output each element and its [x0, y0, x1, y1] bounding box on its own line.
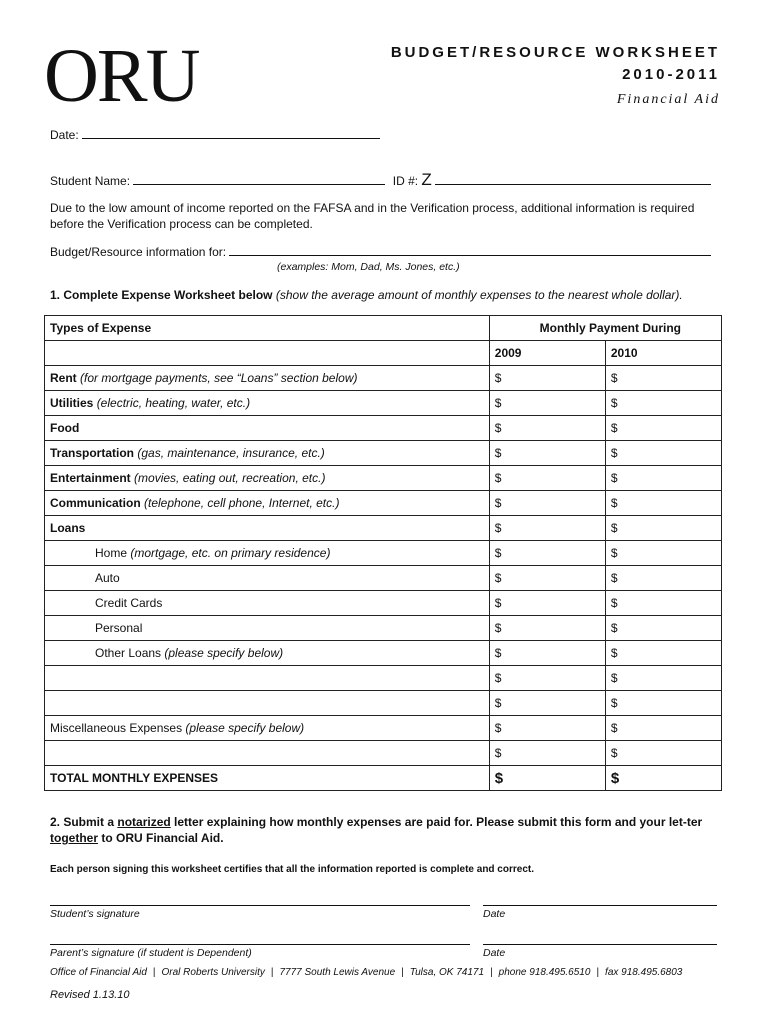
amount-2009-cell[interactable]: $	[489, 641, 605, 666]
id-field[interactable]	[435, 174, 711, 185]
footer-fax: fax 918.495.6803	[605, 967, 683, 978]
row-note: (electric, heating, water, etc.)	[96, 396, 251, 410]
table-row	[45, 441, 722, 466]
amount-2010-cell[interactable]: $	[605, 666, 721, 691]
budget-for-label: Budget/Resource information for:	[50, 245, 227, 259]
table-row	[45, 516, 722, 541]
section2-notarized: notarized	[117, 815, 171, 829]
section1-title: 1. Complete Expense Worksheet below	[50, 288, 273, 302]
loan-label: Home	[95, 546, 128, 560]
amount-2009-cell[interactable]: $	[489, 391, 605, 416]
total-row	[45, 766, 722, 791]
id-label: ID #:	[392, 174, 419, 188]
row-note: (telephone, cell phone, Internet, etc.)	[144, 496, 340, 510]
specify-field[interactable]	[45, 691, 490, 716]
table-row	[45, 391, 722, 416]
loan-note: (please specify below)	[164, 646, 284, 660]
loan-row	[45, 591, 722, 616]
specify-field[interactable]	[45, 741, 490, 766]
loan-label: Other Loans	[95, 646, 162, 660]
amount-2010-cell[interactable]: $	[605, 516, 721, 541]
misc-row	[45, 716, 722, 741]
oru-logo: ORU	[44, 34, 199, 118]
date-row	[50, 128, 380, 142]
footer-phone: phone 918.495.6510	[498, 967, 591, 978]
loan-row	[45, 641, 722, 666]
department-name: Financial Aid	[616, 92, 720, 107]
amount-2010-cell[interactable]: $	[605, 466, 721, 491]
amount-2009-cell[interactable]: $	[489, 666, 605, 691]
col-payment-header: Monthly Payment During	[489, 316, 721, 341]
loan-label: Personal	[95, 621, 143, 635]
loan-row	[45, 616, 722, 641]
footer-city: Tulsa, OK 74171	[409, 967, 485, 978]
parent-signature-label: Parent’s signature (if student is Dependent)	[50, 947, 252, 959]
total-label: TOTAL MONTHLY EXPENSES	[45, 766, 490, 791]
blank-header-cell	[45, 341, 490, 366]
amount-2009-cell[interactable]: $	[489, 441, 605, 466]
row-label: Rent	[50, 371, 77, 385]
amount-2010-cell[interactable]: $	[605, 741, 721, 766]
amount-2009-cell[interactable]: $	[489, 541, 605, 566]
intro-text: Due to the low amount of income reported on the FAFSA and in the Verification process, additional information is required before the Verification process can be completed.	[50, 201, 695, 231]
row-note: (movies, eating out, recreation, etc.)	[134, 471, 326, 485]
table-year-row	[45, 341, 722, 366]
section1-heading	[50, 288, 683, 302]
section1-note: (show the average amount of monthly expenses to the nearest whole dollar).	[275, 288, 683, 302]
parent-date-line[interactable]	[483, 943, 717, 945]
table-header-row	[45, 316, 722, 341]
parent-date-label: Date	[483, 947, 506, 959]
amount-2010-cell[interactable]: $	[605, 641, 721, 666]
table-row	[45, 366, 722, 391]
amount-2009-cell[interactable]: $	[489, 591, 605, 616]
amount-2009-cell[interactable]: $	[489, 716, 605, 741]
loan-note: (mortgage, etc. on primary residence)	[130, 546, 331, 560]
amount-2010-cell[interactable]: $	[605, 416, 721, 441]
table-row	[45, 466, 722, 491]
budget-examples: (examples: Mom, Dad, Ms. Jones, etc.)	[277, 261, 460, 273]
revised-date: Revised 1.13.10	[50, 989, 130, 1001]
date-label: Date:	[50, 128, 79, 142]
row-label: Food	[50, 421, 80, 435]
table-row	[45, 416, 722, 441]
student-name-label: Student Name:	[50, 174, 131, 188]
worksheet-title: BUDGET/RESOURCE WORKSHEET	[390, 44, 720, 61]
amount-2009-cell[interactable]: $	[489, 741, 605, 766]
row-note: (for mortgage payments, see “Loans” section below)	[80, 371, 358, 385]
year-2009-header: 2009	[489, 341, 605, 366]
date-field[interactable]	[82, 128, 380, 139]
amount-2009-cell[interactable]: $	[489, 366, 605, 391]
specify-field[interactable]	[45, 666, 490, 691]
amount-2010-cell[interactable]: $	[605, 391, 721, 416]
row-label: Utilities	[50, 396, 94, 410]
amount-2009-cell[interactable]: $	[489, 416, 605, 441]
year-2010-header: 2010	[605, 341, 721, 366]
amount-2010-cell[interactable]: $	[605, 541, 721, 566]
id-prefix: Z	[421, 170, 432, 189]
amount-2010-cell[interactable]: $	[605, 491, 721, 516]
loan-label: Auto	[95, 571, 120, 585]
table-row	[45, 491, 722, 516]
amount-2009-cell[interactable]: $	[489, 516, 605, 541]
parent-signature-line[interactable]	[50, 943, 470, 945]
row-label: Transportation	[50, 446, 135, 460]
row-note: (gas, maintenance, insurance, etc.)	[137, 446, 325, 460]
col-type-header: Types of Expense	[45, 316, 490, 341]
footer-contact: Office of Financial Aid | Oral Roberts University | 7777 South Lewis Avenue | Tulsa, OK 74171 | phone 918.495.6510 | fax 918.495.6803	[50, 967, 683, 978]
row-label: Loans	[50, 521, 86, 535]
student-date-label: Date	[483, 908, 506, 920]
section2-part-a: 2. Submit a	[50, 815, 115, 829]
footer-university: Oral Roberts University	[161, 967, 265, 978]
loan-row	[45, 566, 722, 591]
student-name-field[interactable]	[133, 174, 385, 185]
total-2010-cell[interactable]: $	[605, 766, 721, 791]
misc-note: (please specify below)	[185, 721, 305, 735]
blank-row	[45, 741, 722, 766]
amount-2009-cell[interactable]: $	[489, 466, 605, 491]
student-row	[50, 170, 711, 190]
amount-2010-cell[interactable]: $	[605, 441, 721, 466]
amount-2010-cell[interactable]: $	[605, 366, 721, 391]
worksheet-year: 2010-2011	[622, 66, 720, 83]
budget-for-row	[50, 245, 711, 259]
amount-2009-cell[interactable]: $	[489, 616, 605, 641]
blank-row	[45, 666, 722, 691]
section2-part-c: to ORU Financial Aid.	[101, 831, 224, 845]
amount-2010-cell[interactable]: $	[605, 616, 721, 641]
loan-row	[45, 541, 722, 566]
section2-together: together	[50, 831, 98, 845]
student-date-line[interactable]	[483, 904, 717, 906]
section2-text	[50, 814, 718, 846]
expense-table	[44, 315, 722, 791]
amount-2010-cell[interactable]: $	[605, 691, 721, 716]
total-2009-cell[interactable]: $	[489, 766, 605, 791]
row-label: Communication	[50, 496, 141, 510]
budget-for-field[interactable]	[229, 245, 711, 256]
amount-2010-cell[interactable]: $	[605, 566, 721, 591]
student-signature-label: Student’s signature	[50, 908, 140, 920]
amount-2009-cell[interactable]: $	[489, 691, 605, 716]
certify-text: Each person signing this worksheet certifies that all the information reported is complete and correct.	[50, 864, 534, 875]
amount-2010-cell[interactable]: $	[605, 716, 721, 741]
footer-office: Office of Financial Aid	[50, 967, 147, 978]
student-signature-line[interactable]	[50, 904, 470, 906]
blank-row	[45, 691, 722, 716]
amount-2009-cell[interactable]: $	[489, 566, 605, 591]
footer-address: 7777 South Lewis Avenue	[279, 967, 396, 978]
misc-label: Miscellaneous Expenses	[50, 721, 183, 735]
amount-2010-cell[interactable]: $	[605, 591, 721, 616]
amount-2009-cell[interactable]: $	[489, 491, 605, 516]
section2-part-b: letter explaining how monthly expenses are paid for. Please submit this form and your let-ter	[174, 815, 703, 829]
row-label: Entertainment	[50, 471, 131, 485]
loan-label: Credit Cards	[95, 596, 163, 610]
